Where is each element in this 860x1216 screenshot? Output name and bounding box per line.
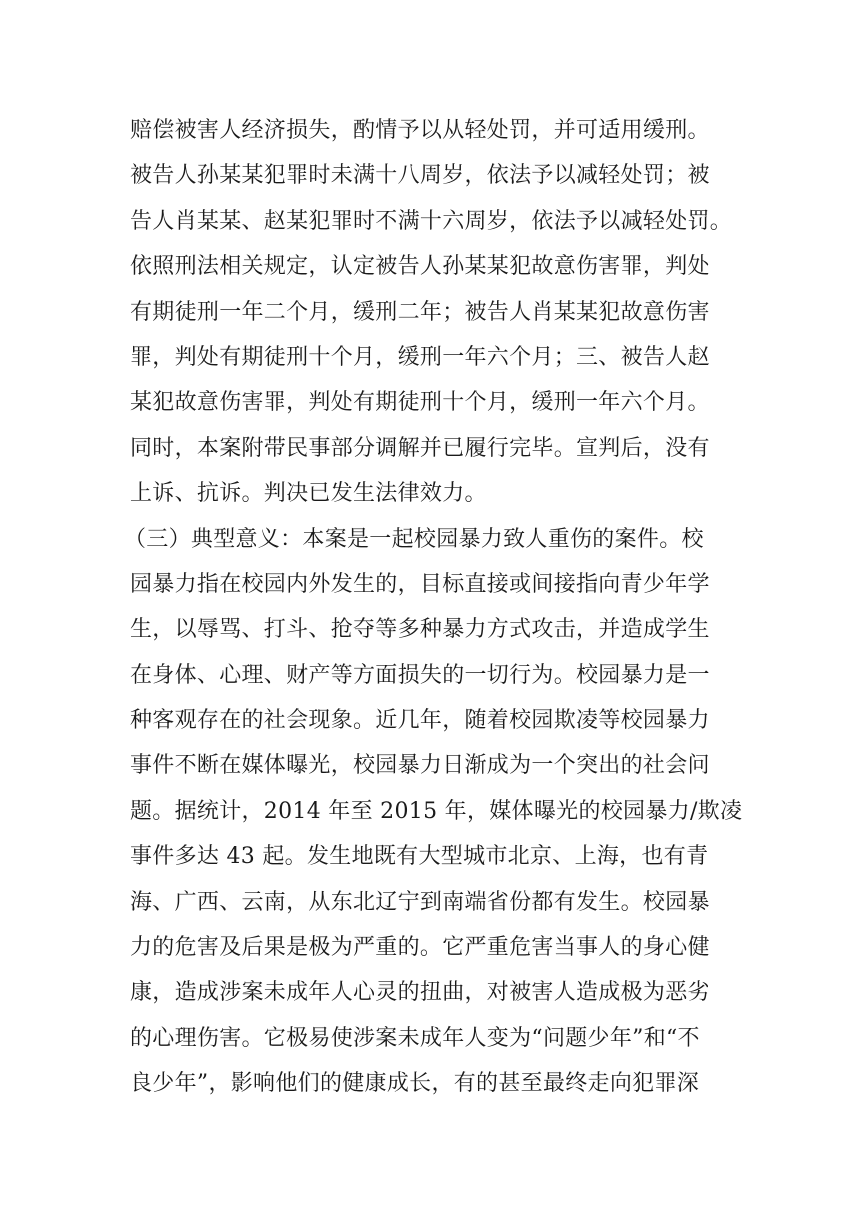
text-line: 有期徒刑一年二个月，缓刑二年；被告人肖某某犯故意伤害 (130, 299, 710, 325)
text-line: 被告人孙某某犯罪时未满十八周岁，依法予以减轻处罚；被 (130, 163, 710, 189)
text-line: 园暴力指在校园内外发生的，目标直接或间接指向青少年学 (130, 571, 710, 597)
text-line: 告人肖某某、赵某犯罪时不满十六周岁，依法予以减轻处罚。 (130, 208, 733, 234)
text-line: 康，造成涉案未成年人心灵的扭曲，对被害人造成极为恶劣 (130, 980, 710, 1006)
body-text (124, 108, 743, 1107)
text-line: 事件多达 43 起。发生地既有大型城市北京、上海，也有青 (130, 844, 709, 870)
text-line: 在身体、心理、财产等方面损失的一切行为。校园暴力是一 (130, 662, 710, 688)
section-heading-line: （三）典型意义：本案是一起校园暴力致人重伤的案件。校 (124, 526, 704, 552)
text-line: 赔偿被害人经济损失，酌情予以从轻处罚，并可适用缓刑。 (130, 118, 710, 143)
text-line: 题。据统计，2014 年至 2015 年，媒体曝光的校园暴力/欺凌 (130, 798, 743, 824)
text-line: 的心理伤害。它极易使涉案未成年人变为“问题少年”和“不 (130, 1025, 700, 1051)
text-line: 上诉、抗诉。判决已发生法律效力。 (130, 481, 487, 507)
text-line: 同时，本案附带民事部分调解并已履行完毕。宣判后，没有 (130, 435, 710, 461)
text-line: 罪，判处有期徒刑十个月，缓刑一年六个月；三、被告人赵 (130, 344, 710, 370)
text-line: 事件不断在媒体曝光，校园暴力日渐成为一个突出的社会问 (130, 753, 710, 779)
text-line: 生，以辱骂、打斗、抢夺等多种暴力方式攻击，并造成学生 (130, 617, 710, 643)
text-line: 某犯故意伤害罪，判处有期徒刑十个月，缓刑一年六个月。 (130, 390, 710, 416)
text-line: 依照刑法相关规定，认定被告人孙某某犯故意伤害罪，判处 (130, 254, 710, 280)
text-line: 种客观存在的社会现象。近几年，随着校园欺凌等校园暴力 (130, 708, 710, 734)
text-line: 力的危害及后果是极为严重的。它严重危害当事人的身心健 (130, 935, 710, 961)
text-line: 良少年”，影响他们的健康成长，有的甚至最终走向犯罪深 (130, 1071, 700, 1097)
text-line: 海、广西、云南，从东北辽宁到南端省份都有发生。校园暴 (130, 889, 710, 915)
